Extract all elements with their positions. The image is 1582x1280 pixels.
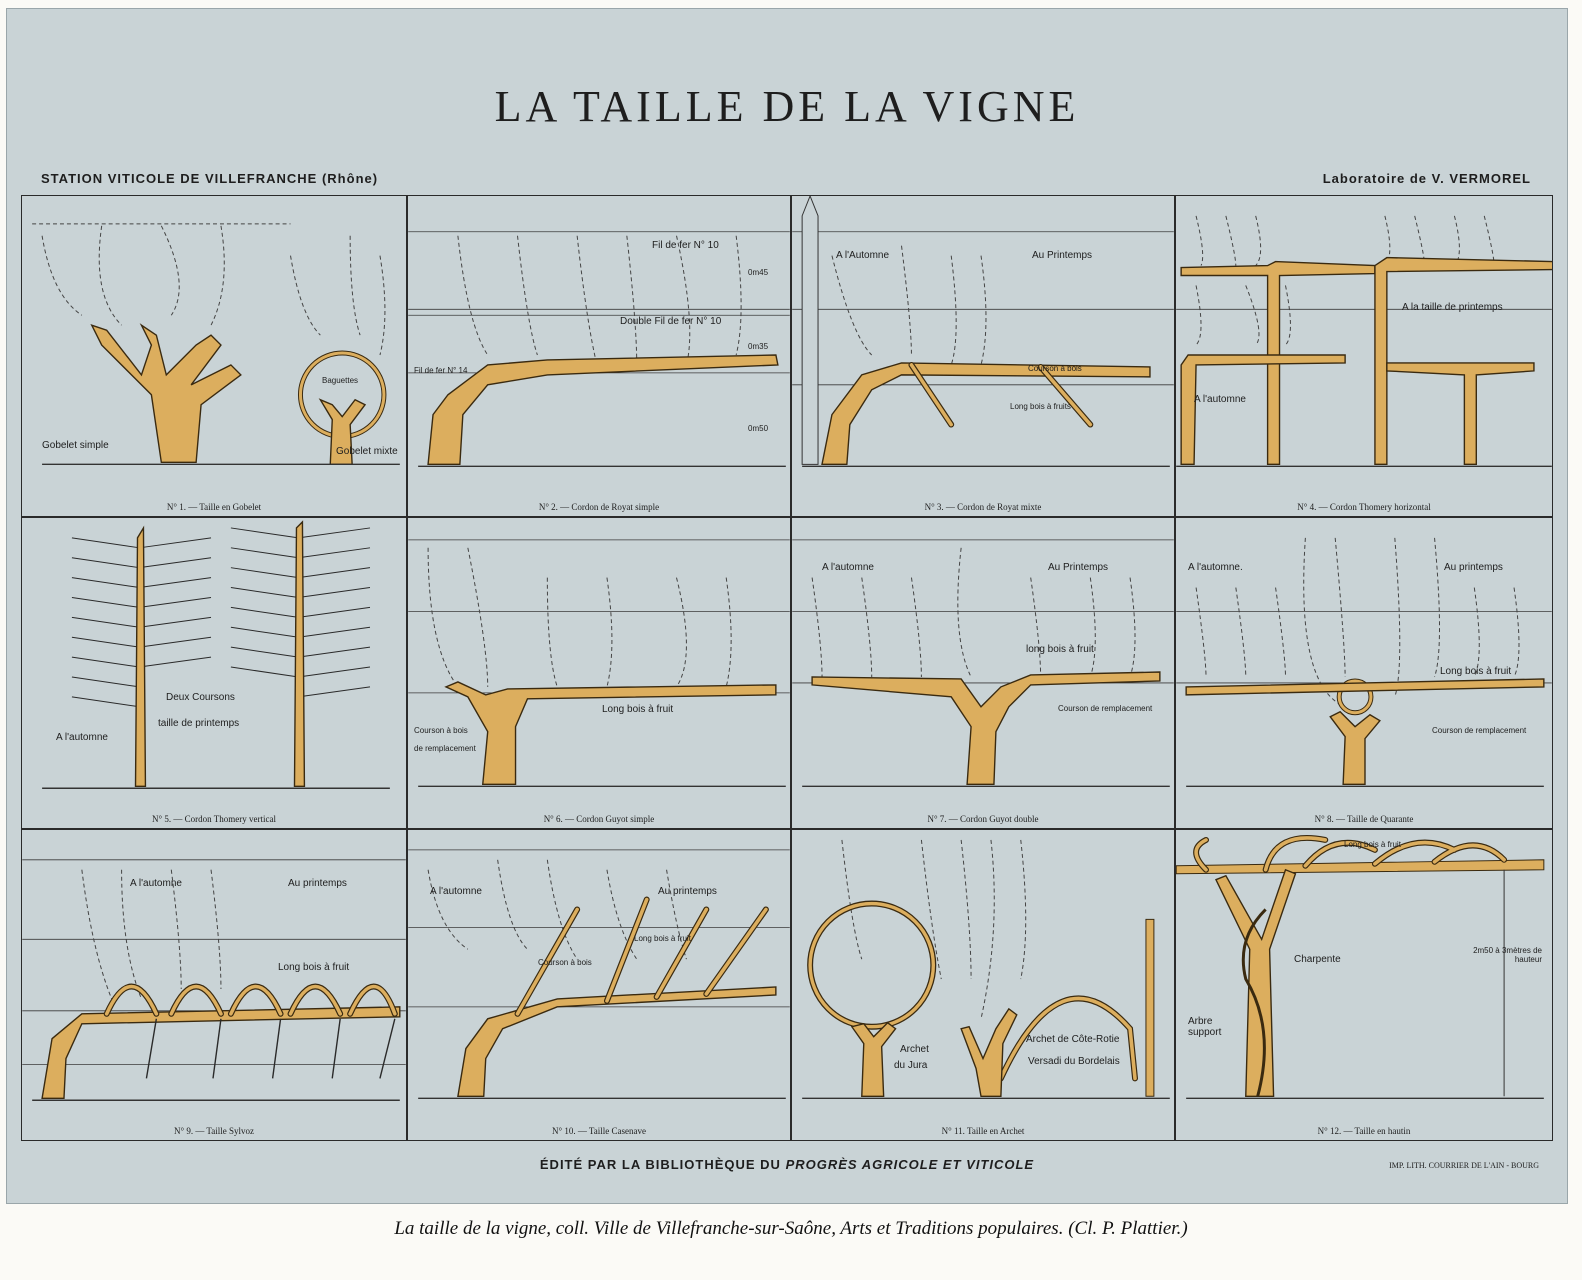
panel-6 (407, 517, 791, 829)
photo-caption: La taille de la vigne, coll. Ville de Villefranche-sur-Saône, Arts et Traditions populaires. (Cl. P. Plattier.) (394, 1218, 1188, 1239)
label-courson-bois: Courson à bois (1028, 364, 1082, 373)
label-height-045: 0m45 (748, 268, 769, 277)
label-printemps: Au Printemps (1048, 562, 1109, 573)
panel-9 (21, 829, 407, 1141)
panel-caption: N° 8. — Taille de Quarante (1314, 814, 1414, 824)
panel-caption: N° 9. — Taille Sylvoz (173, 1126, 255, 1136)
panel-1 (21, 195, 407, 517)
footer-italic: PROGRÈS AGRICOLE ET VITICOLE (785, 1157, 1035, 1172)
label-taille-printemps: taille de printemps (158, 718, 240, 729)
label-courson-remplacement: Courson de remplacement (1058, 704, 1153, 713)
label-deux-coursons: Deux Coursons (166, 692, 235, 703)
label-archet: Archet (900, 1044, 929, 1055)
panel-caption: N° 11. Taille en Archet (941, 1126, 1025, 1136)
header-left: STATION VITICOLE DE VILLEFRANCHE (Rhône) (41, 171, 379, 186)
panel-3 (791, 195, 1175, 517)
panel-caption: N° 5. — Cordon Thomery vertical (152, 814, 276, 824)
vine-illustration (1176, 196, 1552, 516)
label-gobelet-simple: Gobelet simple (42, 440, 109, 451)
label-courson-remplacement: Courson de remplacement (1432, 726, 1527, 735)
label-hauteur: 2m50 à 3mètres de hauteur (1473, 946, 1542, 964)
label-remplacement: de remplacement (414, 744, 476, 753)
label-printemps: Au Printemps (1032, 250, 1093, 261)
label-automne: A l'automne (56, 732, 108, 743)
label-printemps: Au printemps (1444, 562, 1503, 573)
vine-illustration (22, 830, 406, 1140)
panel-12 (1175, 829, 1553, 1141)
vine-illustration (22, 518, 406, 828)
label-long-bois-fruit: Long bois à fruit (1440, 666, 1512, 677)
vine-illustration (22, 196, 406, 516)
label-automne: A l'automne (130, 878, 182, 889)
panel-caption: N° 12. — Taille en hautin (1317, 1126, 1411, 1136)
label-automne: A l'automne (1194, 394, 1246, 405)
printer-credit: IMP. LITH. COURRIER DE L'AIN - BOURG (1389, 1161, 1539, 1170)
panel-11 (791, 829, 1175, 1141)
poster-title: LA TAILLE DE LA VIGNE (494, 82, 1080, 131)
label-fil-de-fer-10: Fil de fer N° 10 (652, 240, 719, 251)
vine-illustration (408, 196, 790, 516)
label-versadi: Versadi du Bordelais (1028, 1056, 1120, 1067)
label-long-bois-fruit: Long bois à fruit (278, 962, 350, 973)
vine-illustration (408, 830, 790, 1140)
label-printemps: Au printemps (658, 886, 717, 897)
panel-caption: N° 3. — Cordon de Royat mixte (924, 502, 1042, 512)
panel-caption: N° 7. — Cordon Guyot double (927, 814, 1039, 824)
panel-caption: N° 6. — Cordon Guyot simple (543, 814, 655, 824)
panel-8 (1175, 517, 1553, 829)
label-courson-bois: Courson à bois (538, 958, 592, 967)
label-height-050: 0m50 (748, 424, 769, 433)
panel-grid (21, 195, 1553, 1141)
poster (6, 8, 1568, 1204)
panel-2 (407, 195, 791, 517)
footer-editor (7, 1157, 1567, 1172)
label-printemps: Au printemps (288, 878, 347, 889)
label-long-bois-fruit: Long bois à fruit (602, 704, 674, 715)
vine-illustration (408, 518, 790, 828)
label-baguettes: Baguettes (322, 376, 359, 385)
label-du-jura: du Jura (894, 1060, 928, 1071)
vine-illustration (792, 830, 1174, 1140)
label-long-bois-fruits: Long bois à fruits (1010, 402, 1071, 411)
footer-prefix: ÉDITÉ PAR LA BIBLIOTHÈQUE DU (539, 1157, 786, 1172)
label-long-bois-fruit: long bois à fruit (1026, 644, 1094, 655)
label-automne: A l'automne (822, 562, 874, 573)
label-automne: A l'Automne (836, 250, 890, 261)
label-gobelet-mixte: Gobelet mixte (336, 446, 398, 457)
label-height-035: 0m35 (748, 342, 769, 351)
panel-7 (791, 517, 1175, 829)
label-long-bois-fruit: Long bois à fruit (634, 934, 691, 943)
panel-caption: N° 10. — Taille Casenave (551, 1126, 647, 1136)
panel-5 (21, 517, 407, 829)
vine-illustration (1176, 830, 1552, 1140)
label-automne: A l'automne. (1188, 562, 1243, 573)
label-archet-cote-rotie: Archet de Côte-Rotie (1026, 1034, 1120, 1045)
panel-caption: N° 4. — Cordon Thomery horizontal (1297, 502, 1431, 512)
vine-illustration (792, 196, 1174, 516)
label-fil-de-fer-14: Fil de fer N° 14 (414, 366, 468, 375)
label-courson-bois: Courson à bois (414, 726, 468, 735)
label-automne: A l'automne (430, 886, 482, 897)
panel-caption: N° 1. — Taille en Gobelet (166, 502, 262, 512)
label-double-fil: Double Fil de fer N° 10 (620, 316, 722, 327)
label-charpente: Charpente (1294, 954, 1341, 965)
label-arbre-support: Arbre support (1188, 1016, 1222, 1038)
panel-10 (407, 829, 791, 1141)
label-taille-printemps: A la taille de printemps (1402, 302, 1503, 313)
panel-caption: N° 2. — Cordon de Royat simple (538, 502, 660, 512)
label-long-bois-fruit: Long bois à fruit (1344, 840, 1401, 849)
panel-4 (1175, 195, 1553, 517)
header-right: Laboratoire de V. VERMOREL (1322, 171, 1531, 186)
